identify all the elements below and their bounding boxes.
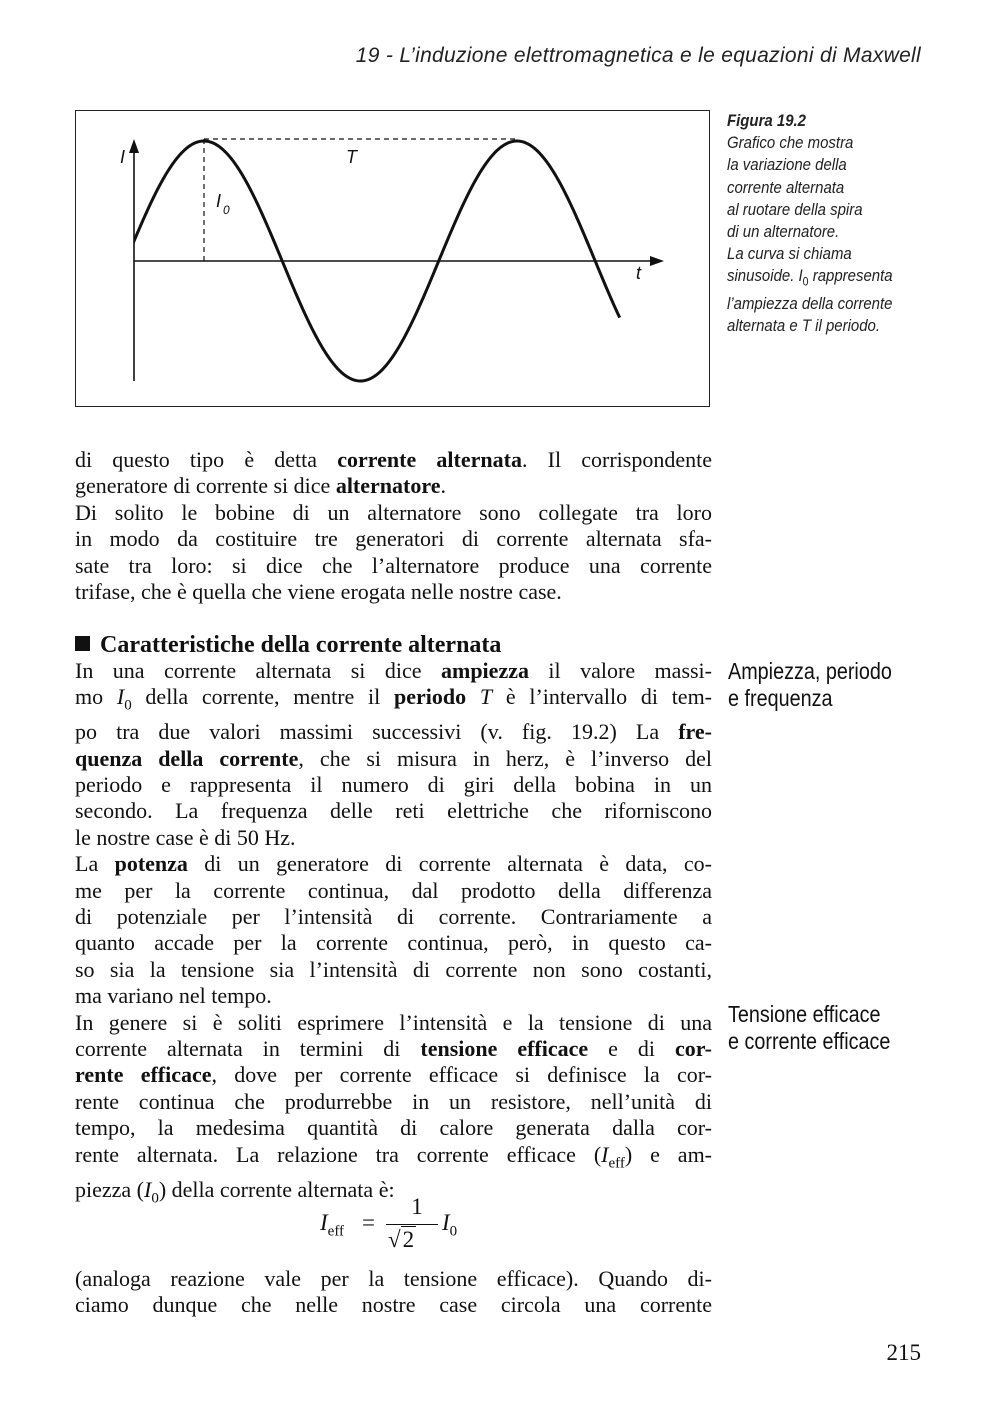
caption-title: Figura 19.2 xyxy=(727,111,806,130)
running-header: 19 - L’induzione elettromagnetica e le equazioni di Maxwell xyxy=(355,44,921,67)
formula-lhs: $I_{eff}$ xyxy=(320,1210,345,1240)
formula-equals: = xyxy=(362,1210,375,1235)
fraction-bar xyxy=(386,1224,438,1225)
caption-line: corrente alternata xyxy=(727,177,845,197)
caption-line: di un alternatore. xyxy=(727,222,840,242)
sinusoid-graph xyxy=(76,111,711,408)
formula-rhs: $I_0$ xyxy=(442,1210,458,1240)
figure-caption xyxy=(727,110,929,337)
y-axis-arrow xyxy=(129,139,139,153)
intro-paragraph: di questo tipo è detta corrente alternata. Il corrispondente generatore di corrente si dice alternatore. Di solito le bobine di un alternatore sono collegate tra loro in modo da costituire tre generatori di corrente alternata sfa- sate tra loro: si dice che l’alternatore produce una corrente trifase, che è quella che viene erogata nelle nostre case. xyxy=(75,447,712,605)
formula-denominator: √2 xyxy=(388,1227,415,1252)
figure-19-2 xyxy=(75,110,710,407)
axis-label-t: t xyxy=(636,263,642,283)
caption-line: La curva si chiama xyxy=(727,244,852,264)
paragraph-ampiezza: In una corrente alternata si dice ampiezza il valore massi- mo $I_0$ della corrente, mentre il periodo T è l’intervallo di tem- po tra due valori massimi successivi (v. fig. 19.2) La fre- quenza della corrente, che si misura in herz, è l’inverso del periodo e rappresenta il numero di giri della bobina in un secondo. La frequenza delle reti elettriche che riforniscono le nostre case è di 50 Hz. La potenza di un generatore di corrente alternata è data, co- me per la corrente continua, dal prodotto della differenza di potenziale per l’intensità di corrente. Contrariamente a quanto accade per la corrente continua, però, in questo ca- so sia la tensione sia l’intensità di corrente non sono costanti, ma variano nel tempo. In genere si è soliti esprimere l’intensità e la tensione di una corrente alternata in termini di tensione efficace e di cor- rente efficace, dove per corrente efficace si definisce la cor- rente continua che produrrebbe in un resistore, nell’unità di tempo, la medesima quantità di calore generata dalla cor- rente alternata. La relazione tra corrente efficace $(I_{eff})$ e am- piezza $(I_0)$ della corrente alternata è: xyxy=(75,658,713,1206)
caption-line: Grafico che mostra xyxy=(727,133,854,153)
section-heading: Caratteristiche della corrente alternata xyxy=(75,632,501,659)
formula-numerator: 1 xyxy=(411,1194,423,1219)
caption-line: l’ampiezza della corrente xyxy=(727,294,893,314)
square-bullet-icon xyxy=(75,636,90,651)
margin-note-tensione: Tensione efficace e corrente efficace xyxy=(728,1001,891,1054)
caption-line: sinusoide. $I_0$ rappresenta xyxy=(727,266,893,289)
label-I0-sub: 0 xyxy=(223,203,230,217)
axis-label-I: I xyxy=(120,147,126,167)
label-T: T xyxy=(346,147,357,167)
label-I0: I xyxy=(216,191,222,211)
paragraph-closing: (analoga reazione vale per la tensione efficace). Quando di- ciamo dunque che nelle nostre case circola una corrente xyxy=(75,1266,712,1318)
x-axis-arrow xyxy=(650,256,664,266)
caption-line: la variazione della xyxy=(727,155,847,175)
formula-ieff xyxy=(320,1196,520,1260)
caption-line: alternata e T il periodo. xyxy=(727,316,881,336)
margin-note-ampiezza: Ampiezza, periodo e frequenza xyxy=(728,658,892,711)
page-number: 215 xyxy=(886,1340,921,1365)
caption-line: al ruotare della spira xyxy=(727,199,863,219)
